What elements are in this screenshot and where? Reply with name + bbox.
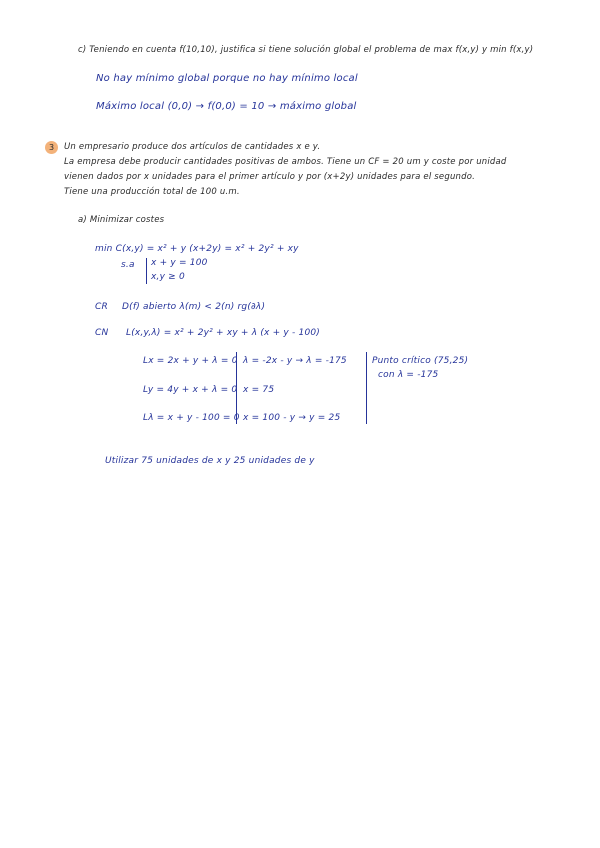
critical-multiplier: con λ = -175 bbox=[378, 370, 439, 380]
problem-statement-4: Tiene una producción total de 100 u.m. bbox=[64, 187, 240, 197]
cr-label: CR bbox=[95, 302, 108, 312]
part-c-question: c) Teniendo en cuenta f(10,10), justifica si tiene solución global el problema de max f(x,y) y min f(x,y) bbox=[78, 45, 534, 55]
problem-statement-1: Un empresario produce dos artículos de cantidades x e y. bbox=[64, 142, 321, 152]
equation-3: Lλ = x + y - 100 = 0 bbox=[143, 413, 240, 423]
conclusion: Utilizar 75 unidades de x y 25 unidades de y bbox=[105, 456, 315, 466]
constraint-brace bbox=[146, 258, 147, 284]
constraint-2: x,y ≥ 0 bbox=[151, 272, 185, 282]
solution-1: λ = -2x - y → λ = -175 bbox=[243, 356, 347, 366]
part-c-answer-1: No hay mínimo global porque no hay mínimo local bbox=[96, 73, 358, 84]
solution-3: x = 100 - y → y = 25 bbox=[243, 413, 341, 423]
solution-brace bbox=[236, 352, 237, 424]
critical-brace bbox=[366, 352, 367, 424]
equation-1: Lx = 2x + y + λ = 0 bbox=[143, 356, 238, 366]
constraint-1: x + y = 100 bbox=[151, 258, 208, 268]
problem-statement-2: La empresa debe producir cantidades positivas de ambos. Tiene un CF = 20 um y coste por unidad bbox=[64, 157, 507, 167]
part-c-answer-2: Máximo local (0,0) → f(0,0) = 10 → máximo global bbox=[96, 101, 357, 112]
cr-line: D(f) abierto λ(m) < 2(n) rg(∂λ) bbox=[122, 302, 266, 312]
solution-2: x = 75 bbox=[243, 385, 275, 395]
problem-number-badge: 3 bbox=[45, 141, 58, 154]
critical-point: Punto crítico (75,25) bbox=[372, 356, 469, 366]
cn-label: CN bbox=[95, 328, 109, 338]
equation-2: Ly = 4y + x + λ = 0 bbox=[143, 385, 238, 395]
lagrangian: L(x,y,λ) = x² + 2y² + xy + λ (x + y - 100) bbox=[126, 328, 321, 338]
objective-function: min C(x,y) = x² + y (x+2y) = x² + 2y² + xy bbox=[95, 244, 299, 254]
problem-statement-3: vienen dados por x unidades para el primer artículo y por (x+2y) unidades para el segundo. bbox=[64, 172, 476, 182]
constraint-prefix: s.a bbox=[121, 260, 135, 270]
part-a-label: a) Minimizar costes bbox=[78, 215, 165, 225]
